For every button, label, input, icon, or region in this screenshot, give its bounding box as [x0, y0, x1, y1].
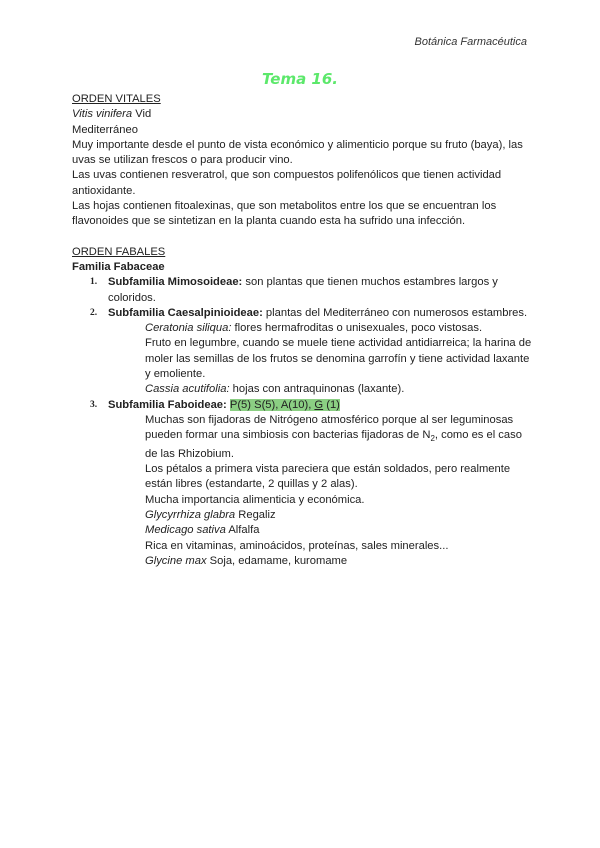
paragraph: Las hojas contienen fitoalexinas, que son metabolitos entre los que se encuentran los flavonoides que se sintetizan en la planta cuando esta ha sufrido una infección. [72, 200, 497, 228]
region-line: Mediterráneo [72, 123, 138, 136]
detail-line: Glycine max Soja, edamame, kuromame [145, 554, 348, 567]
family-heading: Familia Fabaceae [72, 260, 165, 273]
section-heading-vitales: ORDEN VITALES [72, 93, 161, 105]
species-name: Glycine max [145, 554, 207, 567]
detail-line: Mucha importancia alimenticia y económica. [145, 493, 365, 506]
detail-line: Fruto en legumbre, cuando se muele tiene actividad antidiarreica; la harina de moler las semillas de los frutos se denomina garrofín y tiene actividad laxante y emoliente. [145, 337, 532, 381]
list-number: 1. [90, 277, 98, 288]
subfamily-details [72, 413, 532, 569]
list-number: 2. [90, 307, 98, 318]
detail-line: Ceratonia siliqua: flores hermafroditas o unisexuales, poco vistosas. [145, 322, 483, 335]
species-name: Vitis vinifera [72, 108, 133, 121]
species-name: Medicago sativa [145, 524, 226, 537]
subfamily-desc: son plantas que tienen muchos estambres largos y coloridos. [108, 276, 498, 304]
common-name: Vid [132, 108, 152, 121]
list-item [72, 398, 532, 413]
floral-formula: P(5) S(5), A(10), G (1) [229, 398, 340, 411]
species-name: Cassia acutifolia: [145, 383, 230, 396]
page-title: Tema 16. [261, 70, 339, 88]
subfamily-name: Subfamilia Faboideae: [108, 398, 227, 411]
detail-line: Medicago sativa Alfalfa [145, 524, 260, 537]
page-header: Botánica Farmacéutica [414, 36, 527, 48]
species-line-vitis [72, 107, 532, 122]
subfamily-name: Subfamilia Caesalpinioideae: [108, 306, 263, 319]
list-item [72, 306, 532, 321]
species-name: Glycyrrhiza glabra [145, 508, 236, 521]
detail-line: Glycyrrhiza glabra Regaliz [145, 508, 276, 521]
subfamily-name: Subfamilia Mimosoideae: [108, 276, 243, 289]
species-name: Ceratonia siliqua: [145, 322, 232, 335]
section-heading-fabales: ORDEN FABALES [72, 245, 166, 258]
detail-line: Cassia acutifolia: hojas con antraquinonas (laxante). [145, 383, 405, 396]
detail-line: Los pétalos a primera vista pareciera que están soldados, pero realmente están libres (estandarte, 2 quillas y 2 alas). [145, 463, 511, 491]
list-item [72, 275, 532, 306]
document-body [72, 92, 532, 569]
subfamily-desc: plantas del Mediterráneo con numerosos estambres. [262, 306, 528, 319]
list-number: 3. [90, 399, 98, 410]
detail-line: Rica en vitaminas, aminoácidos, proteínas, sales minerales... [145, 539, 449, 552]
paragraph: Las uvas contienen resveratrol, que son compuestos polifenólicos que tienen actividad antioxidante. [72, 169, 502, 197]
paragraph: Muy importante desde el punto de vista económico y alimenticio porque su fruto (baya), las uvas se utilizan frescos o para producir vino. [72, 138, 523, 167]
detail-line: Muchas son fijadoras de Nitrógeno atmosférico porque al ser leguminosas pueden formar una simbiosis con bacterias fijadoras de $N_2$, como es el caso de las Rhizobium. [145, 413, 522, 460]
subfamily-details [72, 321, 532, 397]
